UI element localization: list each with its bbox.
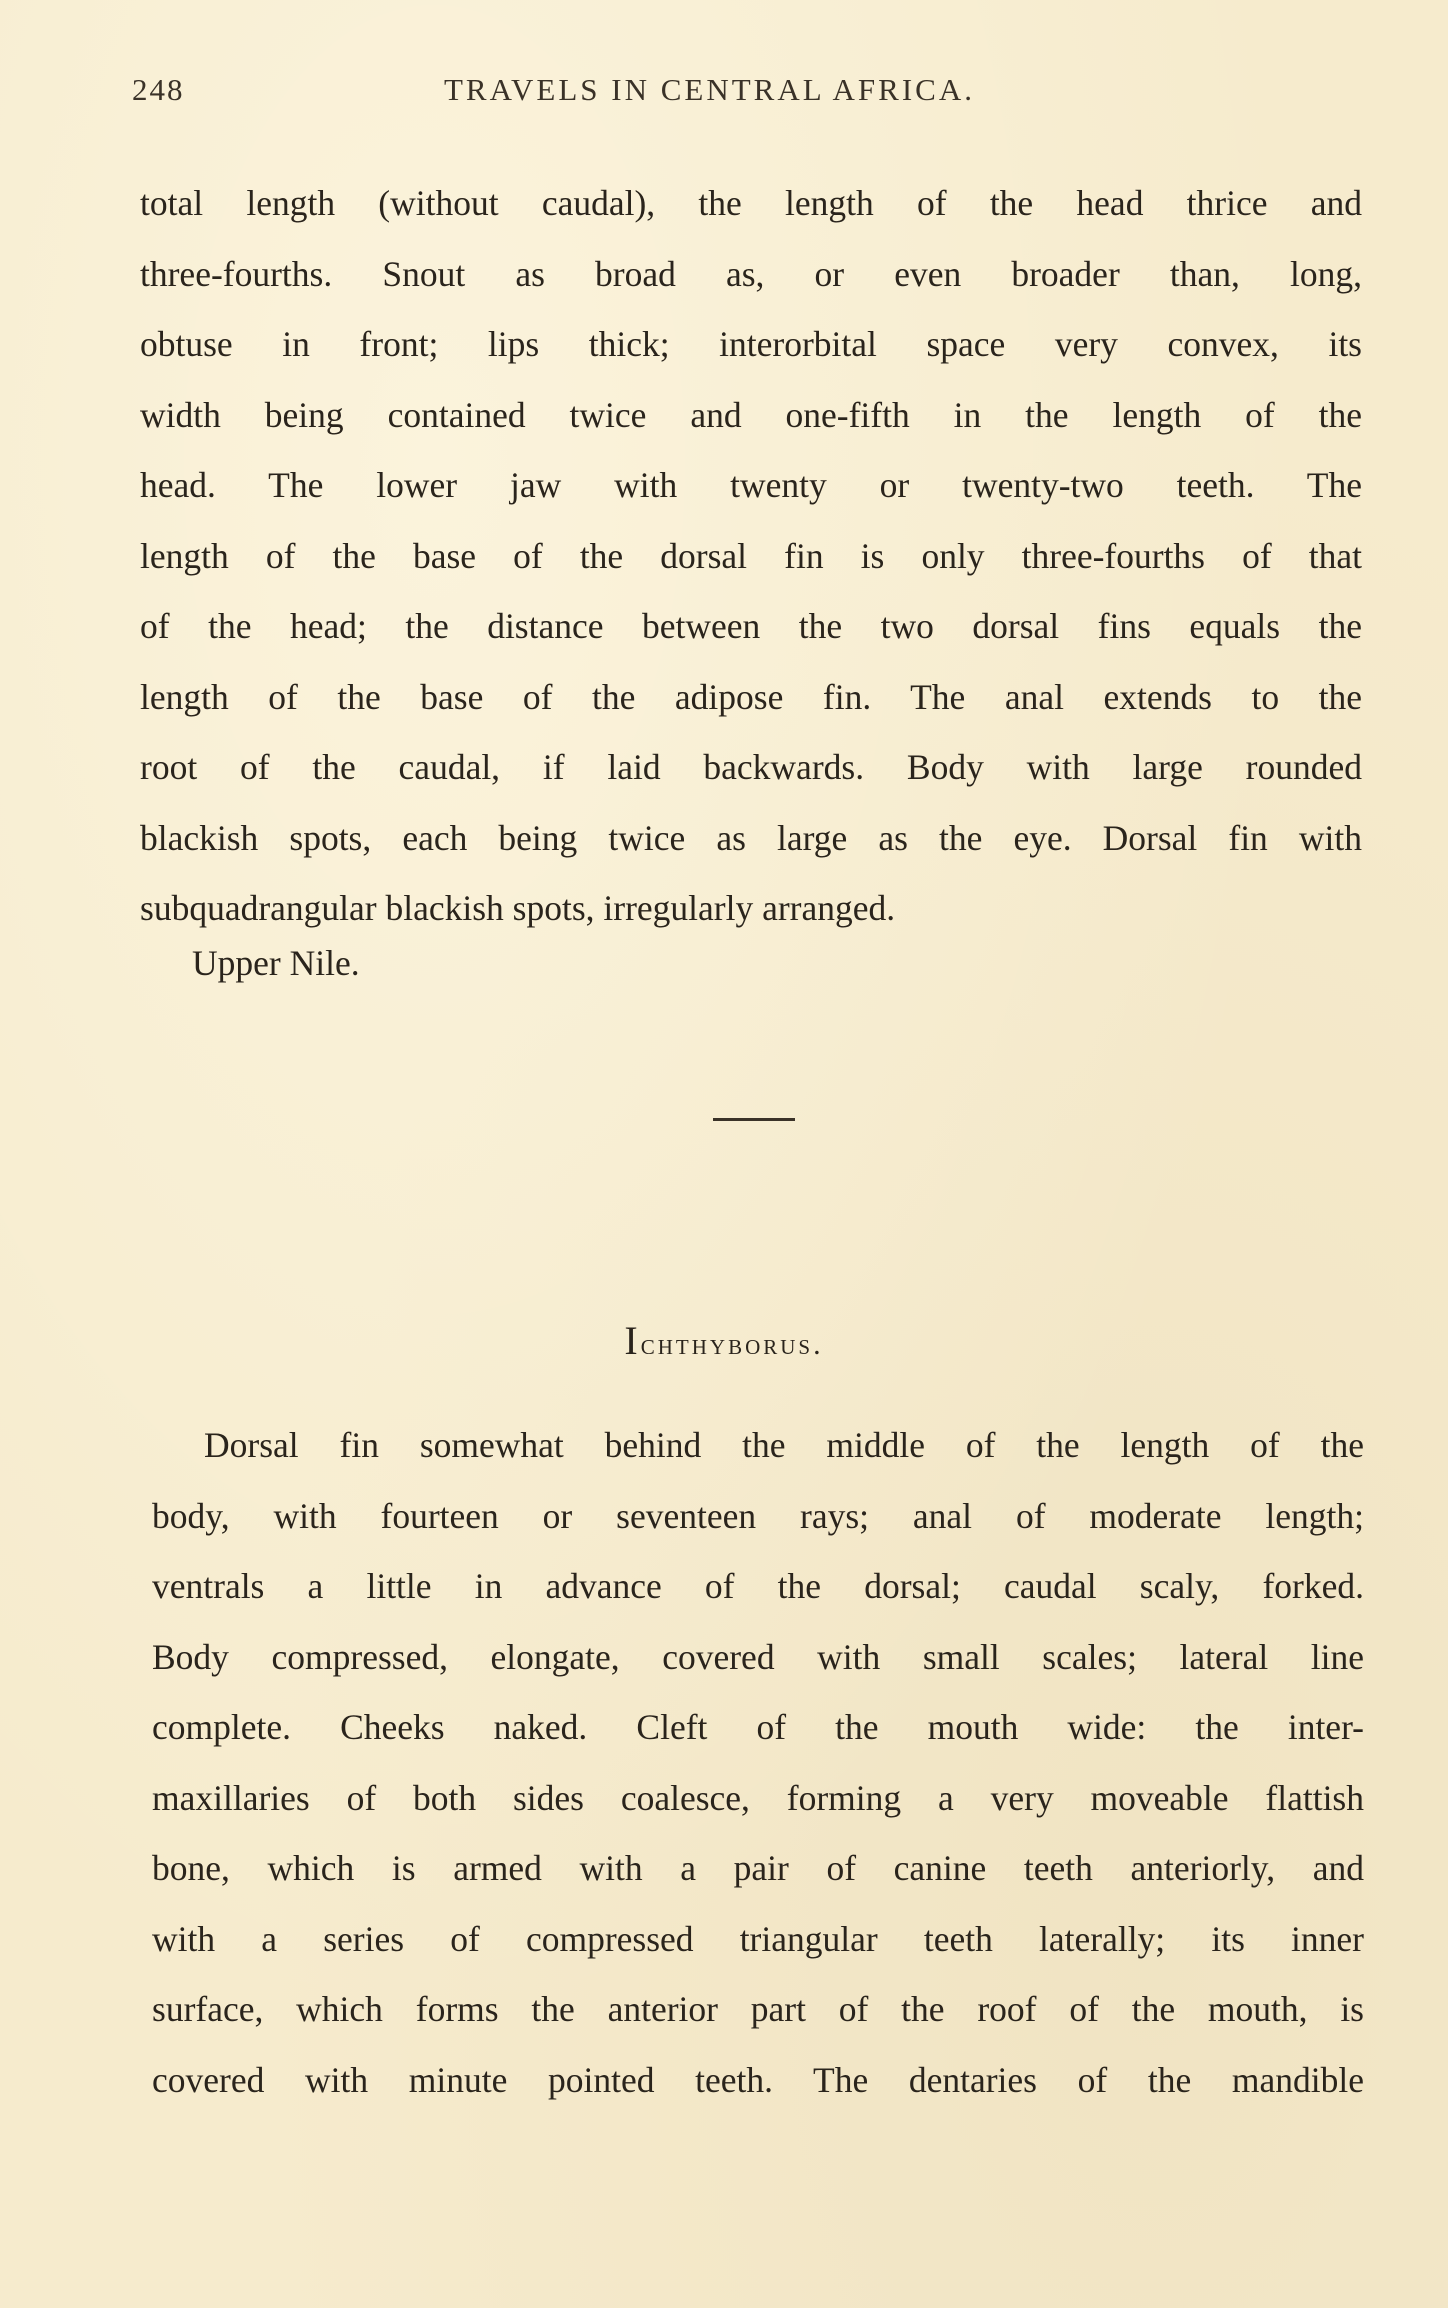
text-line: length of the base of the adipose fin. The anal extends to the [140, 676, 1362, 717]
text-line: Body compressed, elongate, covered with small scales; lateral line [152, 1636, 1364, 1677]
text-line: maxillaries of both sides coalesce, forming a very moveable flattish [152, 1777, 1364, 1818]
text-line: complete. Cheeks naked. Cleft of the mouth wide: the inter- [152, 1707, 1364, 1747]
section-heading-rest: chthyborus. [640, 1328, 824, 1361]
section-heading [0, 1317, 1448, 1364]
paragraph-genus-description [152, 1410, 1364, 2115]
paragraph-continued [140, 168, 1362, 944]
section-divider [713, 1118, 795, 1121]
text-line: covered with minute pointed teeth. The dentaries of the mandible [152, 2059, 1364, 2100]
text-line: total length (without caudal), the length of the head thrice and [140, 183, 1362, 223]
text-line: blackish spots, each being twice as large as the eye. Dorsal fin with [140, 817, 1362, 858]
text-line: bone, which is armed with a pair of canine teeth anteriorly, and [152, 1848, 1364, 1888]
running-title: TRAVELS IN CENTRAL AFRICA. [444, 72, 975, 107]
text-line: three-fourths. Snout as broad as, or even broader than, long, [140, 253, 1362, 294]
text-line: head. The lower jaw with twenty or twenty-two teeth. The [140, 465, 1362, 505]
text-line: ventrals a little in advance of the dorsal; caudal scaly, forked. [152, 1566, 1364, 1606]
text-line: with a series of compressed triangular teeth laterally; its inner [152, 1918, 1364, 1959]
text-line: body, with fourteen or seventeen rays; anal of moderate length; [152, 1495, 1364, 1536]
text-line: width being contained twice and one-fifth in the length of the [140, 394, 1362, 435]
text-line: of the head; the distance between the two dorsal fins equals the [140, 606, 1362, 646]
text-line: root of the caudal, if laid backwards. Body with large rounded [140, 747, 1362, 787]
section-heading-initial: I [624, 1318, 641, 1363]
running-head [132, 72, 1362, 112]
text-line: length of the base of the dorsal fin is only three-fourths of that [140, 535, 1362, 576]
page-number: 248 [132, 72, 185, 107]
text-line: subquadrangular blackish spots, irregularly arranged. [140, 888, 896, 928]
text-line: surface, which forms the anterior part of the roof of the mouth, is [152, 1989, 1364, 2029]
text-line: Dorsal fin somewhat behind the middle of the length of the [204, 1425, 1364, 1465]
locality-line: Upper Nile. [192, 943, 360, 983]
text-line: obtuse in front; lips thick; interorbital space very convex, its [140, 324, 1362, 364]
